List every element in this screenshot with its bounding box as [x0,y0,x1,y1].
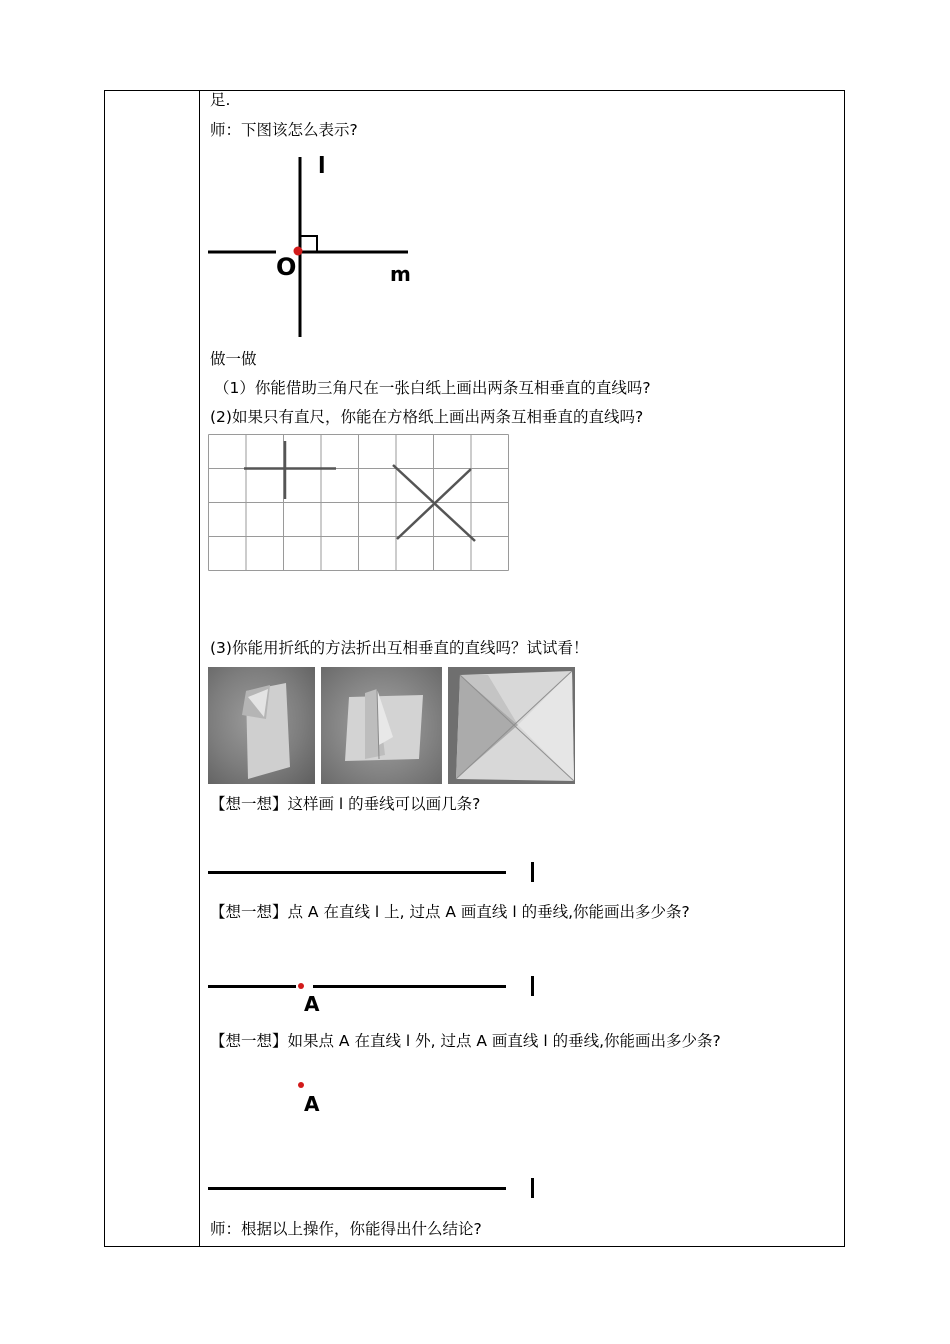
do-it-heading: 做一做 [210,350,257,368]
right-angle-mark [300,236,317,252]
line-l-figure-1 [208,871,506,874]
label-l: l [318,154,326,179]
label-a-figure-3: A [304,1092,320,1116]
point-a-dot-on-line [298,983,304,989]
grid-paper-figure [207,433,511,573]
line-l-figure-3 [208,1187,506,1190]
think-question-1: 【想一想】这样画 l 的垂线可以画几条? [210,795,481,813]
grid-lines [209,435,509,571]
folding-photo-2 [321,667,442,784]
line-l-figure-2-right [313,985,506,988]
label-l-figure-1 [531,862,534,882]
folding-photo-1 [208,667,315,784]
folding-photo-3 [448,667,575,784]
text-line-zu: 足. [210,91,231,109]
think-question-3: 【想一想】如果点 A 在直线 l 外, 过点 A 画直线 l 的垂线,你能画出多少条? [210,1032,721,1050]
task-1-text: （1）你能借助三角尺在一张白纸上画出两条互相垂直的直线吗? [214,379,651,397]
label-l-figure-2 [531,976,534,996]
task-2-text: (2)如果只有直尺，你能在方格纸上画出两条互相垂直的直线吗? [210,408,644,426]
point-a-dot-off-line [298,1082,304,1088]
label-l-figure-3 [531,1178,534,1198]
label-m: m [390,262,411,286]
teacher-conclusion-question: 师：根据以上操作，你能得出什么结论? [210,1220,482,1238]
label-o: O [276,253,297,281]
teacher-question-how-to-denote: 师：下图该怎么表示? [210,121,358,139]
perpendicular-figure [200,150,430,345]
line-l-figure-2-left [208,985,296,988]
task-3-text: (3)你能用折纸的方法折出互相垂直的直线吗？试试看！ [210,639,589,657]
label-a-figure-2: A [304,992,320,1016]
think-question-2: 【想一想】点 A 在直线 l 上, 过点 A 画直线 l 的垂线,你能画出多少条? [210,903,690,921]
